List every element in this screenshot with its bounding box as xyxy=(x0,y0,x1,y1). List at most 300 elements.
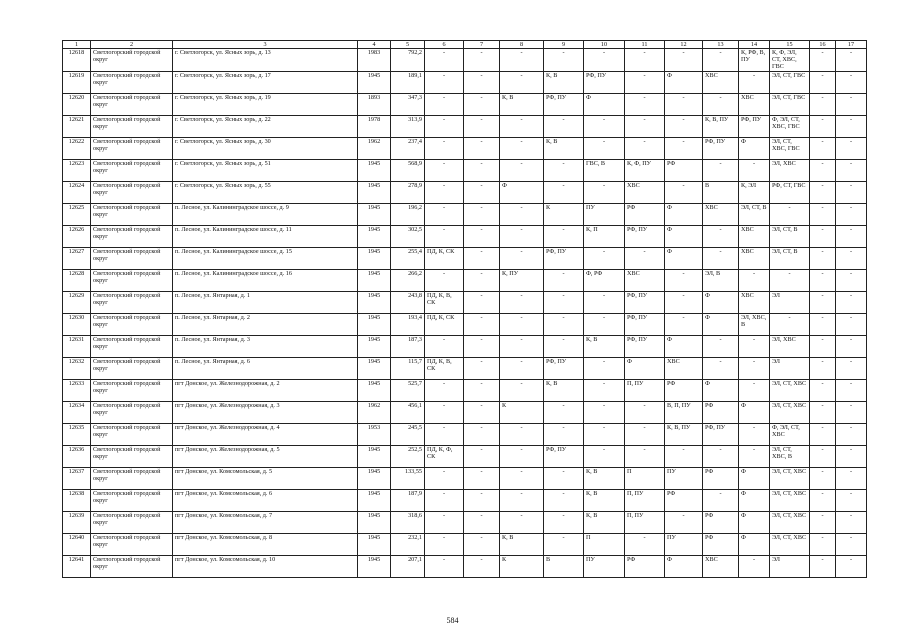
table-cell: - xyxy=(584,357,625,379)
table-cell: 12631 xyxy=(63,335,91,357)
table-cell: - xyxy=(625,445,665,467)
table-cell: 1945 xyxy=(358,335,391,357)
table-row xyxy=(63,93,867,115)
table-row xyxy=(63,511,867,533)
table-cell: Светлогорский городской округ xyxy=(91,313,173,335)
table-cell: Светлогорский городской округ xyxy=(91,445,173,467)
table-cell: - xyxy=(810,291,836,313)
table-cell: ХВС xyxy=(703,555,739,577)
table-cell: РФ xyxy=(625,203,665,225)
table-cell: - xyxy=(425,203,464,225)
table-cell: г. Светлогорск, ул. Ясных зорь, д. 17 xyxy=(173,71,358,93)
table-cell: г. Светлогорск, ул. Ясных зорь, д. 30 xyxy=(173,137,358,159)
table-cell: РФ xyxy=(665,489,703,511)
table-cell: ПУ xyxy=(584,203,625,225)
table-cell: - xyxy=(544,335,584,357)
table-cell: ЭЛ, В xyxy=(703,269,739,291)
table-cell: - xyxy=(544,489,584,511)
table-cell: - xyxy=(500,247,544,269)
column-header: 12 xyxy=(665,41,703,49)
table-cell: - xyxy=(500,71,544,93)
table-cell: - xyxy=(810,159,836,181)
table-cell: - xyxy=(425,93,464,115)
table-cell: 12620 xyxy=(63,93,91,115)
table-cell: ЭЛ, СТ, ХВС xyxy=(770,489,810,511)
table-cell: Ф xyxy=(703,291,739,313)
table-cell: - xyxy=(665,49,703,72)
table-cell: К, Ф, ЭЛ, СТ, ХВС, ГВС xyxy=(770,49,810,72)
table-cell: - xyxy=(464,247,500,269)
column-header: 8 xyxy=(500,41,544,49)
table-cell: - xyxy=(544,181,584,203)
table-cell: - xyxy=(836,357,867,379)
column-header: 4 xyxy=(358,41,391,49)
table-cell: РФ xyxy=(703,533,739,555)
table-cell: пгт Донское, ул. Комсомольская, д. 5 xyxy=(173,467,358,489)
table-cell: - xyxy=(836,291,867,313)
table-row xyxy=(63,71,867,93)
table-cell: - xyxy=(464,335,500,357)
table-cell: - xyxy=(500,445,544,467)
table-cell: - xyxy=(810,555,836,577)
table-cell: 12626 xyxy=(63,225,91,247)
table-cell: - xyxy=(739,71,770,93)
table-cell: 12636 xyxy=(63,445,91,467)
table-cell: К, В, ПУ xyxy=(665,423,703,445)
table-cell: РФ, ПУ xyxy=(544,93,584,115)
table-cell: - xyxy=(836,335,867,357)
table-cell: Ф xyxy=(625,357,665,379)
table-cell: 12632 xyxy=(63,357,91,379)
table-cell: - xyxy=(836,401,867,423)
table-cell: Ф xyxy=(665,335,703,357)
table-row xyxy=(63,181,867,203)
table-cell: - xyxy=(810,533,836,555)
table-cell: 1978 xyxy=(358,115,391,137)
table-cell: п. Лесное, ул. Калининградское шоссе, д. 9 xyxy=(173,203,358,225)
table-cell: 232,1 xyxy=(391,533,425,555)
table-cell: Ф xyxy=(500,181,544,203)
table-cell: 12628 xyxy=(63,269,91,291)
table-cell: ПД, К, В, СК xyxy=(425,291,464,313)
table-cell: пгт Донское, ул. Комсомольская, д. 7 xyxy=(173,511,358,533)
table-row xyxy=(63,115,867,137)
table-cell: Светлогорский городской округ xyxy=(91,137,173,159)
table-cell: РФ xyxy=(703,401,739,423)
table-cell: П xyxy=(625,467,665,489)
table-body xyxy=(63,41,867,578)
table-cell: 1945 xyxy=(358,203,391,225)
table-cell: РФ, ПУ xyxy=(544,247,584,269)
table-cell: ЭЛ, ХВС xyxy=(770,335,810,357)
table-cell: РФ xyxy=(625,555,665,577)
table-cell: пгт Донское, ул. Железнодорожная, д. 4 xyxy=(173,423,358,445)
table-cell: - xyxy=(464,313,500,335)
table-cell: - xyxy=(464,269,500,291)
table-cell: пгт Донское, ул. Железнодорожная, д. 5 xyxy=(173,445,358,467)
table-cell: 12630 xyxy=(63,313,91,335)
table-cell: 12625 xyxy=(63,203,91,225)
table-cell: - xyxy=(464,49,500,72)
table-cell: - xyxy=(544,511,584,533)
table-cell: - xyxy=(425,379,464,401)
table-cell: - xyxy=(544,313,584,335)
table-cell: 12619 xyxy=(63,71,91,93)
table-cell: ХВС xyxy=(739,93,770,115)
table-cell: К, РФ, В, ПУ xyxy=(739,49,770,72)
table-cell: Ф, РФ xyxy=(584,269,625,291)
table-cell: - xyxy=(836,445,867,467)
table-cell: г. Светлогорск, ул. Ясных зорь, д. 13 xyxy=(173,49,358,72)
table-cell: 1945 xyxy=(358,313,391,335)
table-cell: - xyxy=(739,159,770,181)
table-cell: РФ, ПУ xyxy=(544,445,584,467)
table-cell: ЭЛ, СТ, ХВС xyxy=(770,511,810,533)
table-cell: К, В xyxy=(544,379,584,401)
table-cell: - xyxy=(544,159,584,181)
column-header: 5 xyxy=(391,41,425,49)
table-cell: г. Светлогорск, ул. Ясных зорь, д. 51 xyxy=(173,159,358,181)
table-cell: - xyxy=(425,71,464,93)
table-row xyxy=(63,225,867,247)
table-cell: Ф xyxy=(665,71,703,93)
table-cell: ЭЛ, ХВС xyxy=(770,159,810,181)
table-cell: Светлогорский городской округ xyxy=(91,247,173,269)
table-cell: Ф xyxy=(739,533,770,555)
table-cell: Ф xyxy=(739,401,770,423)
table-cell: 568,9 xyxy=(391,159,425,181)
table-cell: - xyxy=(770,203,810,225)
table-cell: - xyxy=(500,489,544,511)
table-cell: 313,9 xyxy=(391,115,425,137)
table-cell: - xyxy=(500,115,544,137)
table-cell: К xyxy=(544,203,584,225)
table-cell: 255,4 xyxy=(391,247,425,269)
table-cell: Ф xyxy=(703,379,739,401)
column-header: 3 xyxy=(173,41,358,49)
table-cell: К, В xyxy=(500,93,544,115)
column-header: 15 xyxy=(770,41,810,49)
table-cell: - xyxy=(836,93,867,115)
table-cell: - xyxy=(810,511,836,533)
table-cell: 347,3 xyxy=(391,93,425,115)
table-cell: - xyxy=(500,159,544,181)
table-cell: 207,1 xyxy=(391,555,425,577)
table-cell: К, В xyxy=(584,335,625,357)
table-cell: - xyxy=(836,379,867,401)
table-cell: ЭЛ, СТ, ГВС xyxy=(770,71,810,93)
table-cell: - xyxy=(464,225,500,247)
table-cell: - xyxy=(739,423,770,445)
table-cell: п. Лесное, ул. Калининградское шоссе, д. 15 xyxy=(173,247,358,269)
table-cell: - xyxy=(810,181,836,203)
table-cell: - xyxy=(464,401,500,423)
table-cell: - xyxy=(500,357,544,379)
table-cell: 278,9 xyxy=(391,181,425,203)
table-cell: 1945 xyxy=(358,71,391,93)
page-number: 584 xyxy=(446,616,459,625)
table-cell: - xyxy=(836,467,867,489)
table-cell: Светлогорский городской округ xyxy=(91,379,173,401)
table-cell: В, П, ПУ xyxy=(665,401,703,423)
table-cell: ЭЛ, СТ, ХВС xyxy=(770,467,810,489)
table-row xyxy=(63,467,867,489)
table-cell: Ф xyxy=(584,93,625,115)
table-row xyxy=(63,423,867,445)
table-cell: 187,3 xyxy=(391,335,425,357)
table-cell: - xyxy=(584,181,625,203)
table-cell: 12624 xyxy=(63,181,91,203)
table-cell: К, ПУ xyxy=(500,269,544,291)
table-cell: Ф xyxy=(739,467,770,489)
table-cell: - xyxy=(836,181,867,203)
table-row xyxy=(63,159,867,181)
table-cell: 1945 xyxy=(358,379,391,401)
table-cell: 252,5 xyxy=(391,445,425,467)
table-cell: ЭЛ, СТ, ХВС, ГВС xyxy=(770,137,810,159)
table-cell: 1945 xyxy=(358,225,391,247)
table-cell: 12637 xyxy=(63,467,91,489)
table-cell: 1962 xyxy=(358,137,391,159)
table-row xyxy=(63,357,867,379)
table-cell: - xyxy=(500,511,544,533)
table-cell: К, В xyxy=(544,137,584,159)
column-header: 17 xyxy=(836,41,867,49)
table-cell: - xyxy=(500,313,544,335)
table-cell: - xyxy=(810,357,836,379)
table-cell: - xyxy=(810,313,836,335)
column-header: 10 xyxy=(584,41,625,49)
table-cell: РФ xyxy=(703,467,739,489)
table-cell: ЭЛ, СТ, ГВС xyxy=(770,93,810,115)
table-cell: ХВС xyxy=(739,225,770,247)
table-cell: 245,5 xyxy=(391,423,425,445)
table-cell: - xyxy=(584,291,625,313)
table-cell: ХВС xyxy=(625,181,665,203)
table-cell: - xyxy=(500,335,544,357)
table-cell: РФ xyxy=(703,511,739,533)
table-cell: пгт Донское, ул. Железнодорожная, д. 3 xyxy=(173,401,358,423)
table-cell: - xyxy=(625,423,665,445)
table-cell: п. Лесное, ул. Калининградское шоссе, д. 11 xyxy=(173,225,358,247)
table-cell: г. Светлогорск, ул. Ясных зорь, д. 55 xyxy=(173,181,358,203)
table-row xyxy=(63,533,867,555)
table-cell: - xyxy=(425,181,464,203)
table-cell: 196,2 xyxy=(391,203,425,225)
table-cell: - xyxy=(665,115,703,137)
table-cell: 12639 xyxy=(63,511,91,533)
table-cell: ЭЛ, СТ, В xyxy=(739,203,770,225)
table-cell: РФ, ПУ xyxy=(703,137,739,159)
table-cell: - xyxy=(665,313,703,335)
table-cell: РФ xyxy=(665,159,703,181)
table-cell: - xyxy=(836,49,867,72)
table-cell: ЭЛ, СТ, В xyxy=(770,247,810,269)
table-cell: 193,4 xyxy=(391,313,425,335)
table-cell: - xyxy=(584,313,625,335)
table-cell: - xyxy=(464,423,500,445)
table-cell: В xyxy=(703,181,739,203)
table-cell: ЭЛ, СТ, В xyxy=(770,225,810,247)
table-cell: - xyxy=(703,159,739,181)
table-cell: - xyxy=(500,291,544,313)
table-cell: К, В, ПУ xyxy=(703,115,739,137)
table-cell: - xyxy=(584,49,625,72)
table-cell: - xyxy=(665,137,703,159)
table-cell: - xyxy=(425,423,464,445)
table-cell: - xyxy=(425,533,464,555)
table-cell: 12618 xyxy=(63,49,91,72)
column-header: 14 xyxy=(739,41,770,49)
table-cell: - xyxy=(500,379,544,401)
table-cell: К, Ф, ПУ xyxy=(625,159,665,181)
table-row xyxy=(63,313,867,335)
table-cell: 1983 xyxy=(358,49,391,72)
table-cell: - xyxy=(770,313,810,335)
table-cell: п. Лесное, ул. Калининградское шоссе, д. 16 xyxy=(173,269,358,291)
table-cell: - xyxy=(544,423,584,445)
table-cell: 456,1 xyxy=(391,401,425,423)
table-cell: 1945 xyxy=(358,269,391,291)
table-cell: - xyxy=(464,445,500,467)
table-cell: - xyxy=(810,71,836,93)
table-cell: - xyxy=(464,93,500,115)
table-row xyxy=(63,291,867,313)
table-cell: - xyxy=(836,269,867,291)
table-cell: - xyxy=(500,203,544,225)
table-cell: 243,8 xyxy=(391,291,425,313)
table-cell: - xyxy=(464,291,500,313)
table-cell: пгт Донское, ул. Комсомольская, д. 6 xyxy=(173,489,358,511)
table-cell: г. Светлогорск, ул. Ясных зорь, д. 19 xyxy=(173,93,358,115)
table-cell: Ф, ЭЛ, СТ, ХВС, ГВС xyxy=(770,115,810,137)
table-cell: ПД, К, СК xyxy=(425,247,464,269)
table-cell: - xyxy=(703,225,739,247)
table-cell: ГВС, В xyxy=(584,159,625,181)
table-cell: - xyxy=(836,225,867,247)
table-cell: - xyxy=(665,445,703,467)
table-cell: Светлогорский городской округ xyxy=(91,115,173,137)
table-cell: - xyxy=(836,159,867,181)
table-cell: - xyxy=(739,269,770,291)
table-cell: 1945 xyxy=(358,511,391,533)
table-cell: К, В xyxy=(500,533,544,555)
table-cell: Светлогорский городской округ xyxy=(91,93,173,115)
table-cell: - xyxy=(425,225,464,247)
table-cell: пгт Донское, ул. Комсомольская, д. 10 xyxy=(173,555,358,577)
table-cell: К xyxy=(500,401,544,423)
table-cell: РФ, ПУ xyxy=(703,423,739,445)
table-row xyxy=(63,401,867,423)
table-cell: - xyxy=(500,423,544,445)
table-cell: - xyxy=(584,401,625,423)
column-header: 11 xyxy=(625,41,665,49)
table-cell: пгт Донское, ул. Железнодорожная, д. 2 xyxy=(173,379,358,401)
table-cell: - xyxy=(703,489,739,511)
table-cell: Светлогорский городской округ xyxy=(91,291,173,313)
table-row xyxy=(63,137,867,159)
table-cell: РФ, СТ, ГВС xyxy=(770,181,810,203)
table-cell: - xyxy=(625,247,665,269)
table-cell: - xyxy=(425,401,464,423)
table-cell: - xyxy=(425,335,464,357)
table-cell: Ф xyxy=(703,313,739,335)
table-cell: - xyxy=(625,533,665,555)
table-cell: 133,55 xyxy=(391,467,425,489)
table-cell: - xyxy=(739,379,770,401)
table-cell: - xyxy=(425,137,464,159)
table-cell: Светлогорский городской округ xyxy=(91,401,173,423)
table-cell: 187,9 xyxy=(391,489,425,511)
table-cell: - xyxy=(810,467,836,489)
table-cell: Ф xyxy=(665,247,703,269)
table-cell: 1945 xyxy=(358,445,391,467)
table-cell: - xyxy=(464,467,500,489)
table-cell: Светлогорский городской округ xyxy=(91,269,173,291)
table-cell: 1945 xyxy=(358,247,391,269)
table-cell: 189,1 xyxy=(391,71,425,93)
table-cell: ПУ xyxy=(665,467,703,489)
table-cell: - xyxy=(810,247,836,269)
table-cell: - xyxy=(464,511,500,533)
table-cell: - xyxy=(584,379,625,401)
table-cell: - xyxy=(703,445,739,467)
table-cell: - xyxy=(500,225,544,247)
table-cell: 1945 xyxy=(358,291,391,313)
table-cell: - xyxy=(665,291,703,313)
table-cell: - xyxy=(665,269,703,291)
table-cell: 1945 xyxy=(358,357,391,379)
table-cell: Светлогорский городской округ xyxy=(91,335,173,357)
table-cell: ЭЛ xyxy=(770,357,810,379)
table-cell: ЭЛ, СТ, ХВС xyxy=(770,379,810,401)
registry-table xyxy=(62,40,867,578)
table-cell: 1945 xyxy=(358,181,391,203)
table-cell: К, В xyxy=(584,467,625,489)
table-row xyxy=(63,269,867,291)
table-cell: - xyxy=(464,357,500,379)
table-cell: Ф xyxy=(739,511,770,533)
table-cell: 12622 xyxy=(63,137,91,159)
table-row xyxy=(63,445,867,467)
table-cell: - xyxy=(425,555,464,577)
table-cell: - xyxy=(703,357,739,379)
table-cell: - xyxy=(425,489,464,511)
table-cell: - xyxy=(625,401,665,423)
table-cell: РФ xyxy=(665,379,703,401)
table-cell: К, В xyxy=(584,489,625,511)
table-cell: - xyxy=(836,313,867,335)
table-cell: 12634 xyxy=(63,401,91,423)
table-cell: 1945 xyxy=(358,159,391,181)
table-cell: - xyxy=(836,203,867,225)
table-cell: - xyxy=(425,159,464,181)
table-cell: - xyxy=(544,291,584,313)
table-cell: 1962 xyxy=(358,401,391,423)
table-cell: ЭЛ, ХВС, В xyxy=(739,313,770,335)
table-cell: - xyxy=(544,533,584,555)
table-cell: 12641 xyxy=(63,555,91,577)
table-cell: Светлогорский городской округ xyxy=(91,49,173,72)
table-cell: - xyxy=(425,49,464,72)
table-cell: ХВС xyxy=(703,203,739,225)
table-cell: - xyxy=(464,71,500,93)
table-cell: - xyxy=(584,423,625,445)
table-cell: ЭЛ, СТ, ХВС xyxy=(770,401,810,423)
table-cell: 525,7 xyxy=(391,379,425,401)
table-cell: РФ, ПУ xyxy=(625,291,665,313)
table-cell: Ф xyxy=(739,137,770,159)
